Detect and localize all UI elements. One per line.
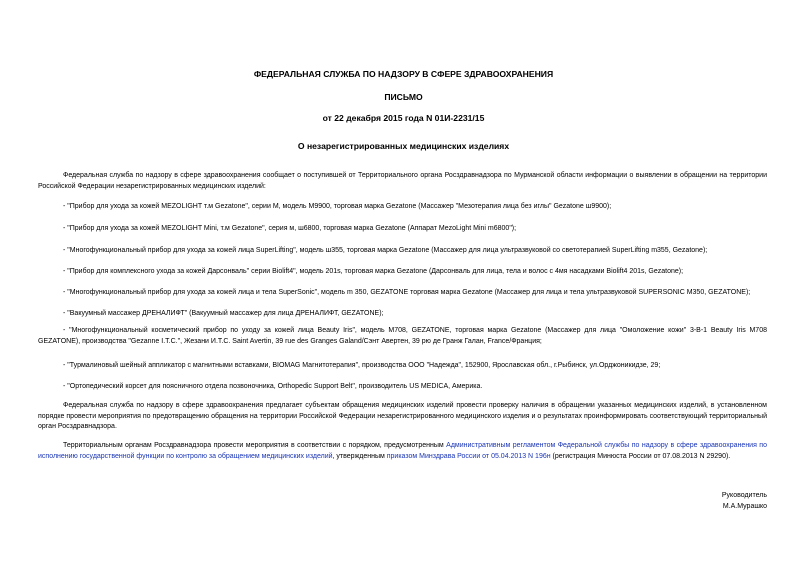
signature-title: Руководитель bbox=[721, 492, 767, 499]
list-item: - "Прибор для ухода за кожей MEZOLIGHT Mini, т.м Gezatone", серия м, ш6800, торговая марка Gezatone (Аппарат MezoLight Mini m6800"); bbox=[63, 225, 517, 232]
list-item bbox=[38, 326, 767, 347]
list-item: - "Прибор для комплексного ухода за кожей Дарсонваль" серии Biolift4", модель 201s, торговая марка Gezatone (Дарсонваль для лица, тела и волос с 4мя насадками Biolift4 201s, Gezatone); bbox=[63, 268, 684, 275]
list-item: - "Многофункциональный прибор для ухода за кожей лица и тела SuperSonic", модель m 350, GEZATONE торговая марка Gezatone (Массажер для лица и тела ультразвуковой SUPERSONIC M350, GEZATONE); bbox=[63, 289, 751, 296]
territorial-paragraph bbox=[38, 441, 767, 462]
agency-title: ФЕДЕРАЛЬНАЯ СЛУЖБА ПО НАДЗОРУ В СФЕРЕ ЗДРАВООХРАНЕНИЯ bbox=[253, 69, 554, 79]
actions-paragraph: Федеральная служба по надзору в сфере здравоохранения предлагает субъектам обращения медицинских изделий провести проверку наличия в обращении указанных медицинских изделий, в установленном порядке провести мероприятия по предотвращению обращения на территории Российской Федерации незарегистрированного медицинского изделия и о результатах проинформировать соответствующий территориальный орган Росздравнадзора. bbox=[38, 402, 767, 431]
territorial-text-part3: (регистрация Минюста России от 07.08.2013 N 29290). bbox=[550, 452, 731, 460]
list-item-line: - "Многофункциональный косметический прибор по уходу за кожей лица Beauty Iris", модель M708, GEZATONE, торговая марка Gezatone (Массажер для лица "Омоложение кожи" 3-В-1 Beauty Iris M708 bbox=[63, 327, 767, 334]
territorial-text-part2: , утвержденным bbox=[332, 452, 387, 460]
document-subject: О незарегистрированных медицинских изделиях bbox=[297, 141, 510, 151]
document-type: ПИСЬМО bbox=[384, 92, 423, 102]
document-date-number: от 22 декабря 2015 года N 01И-2231/15 bbox=[322, 113, 485, 123]
list-item: - "Турмалиновый шейный аппликатор с магнитными вставками, BIOMAG Магнитотерапия", производства ООО "Надежда", 152900, Ярославская обл., г.Рыбинск, ул.Орджоникидзе, 29; bbox=[63, 362, 661, 369]
list-item: - "Прибор для ухода за кожей MEZOLIGHT т.м Gezatone", серии М, модель M9900, торговая марка Gezatone (Массажер "Мезотерапия лица без иглы" Gezatone ш9900); bbox=[63, 203, 612, 210]
order-link[interactable]: приказом Минздрава России от 05.04.2013 N 196н bbox=[386, 452, 551, 460]
signature-name: М.А.Мурашко bbox=[722, 503, 767, 510]
intro-paragraph: Федеральная служба по надзору в сфере здравоохранения сообщает о поступившей от Территориального органа Росздравнадзора по Мурманской области информации о выявлении в обращении на территории Российской Федерации незарегистрированных медицинских изделий: bbox=[38, 172, 767, 190]
territorial-text-part1: Территориальным органам Росздравнадзора провести мероприятия в соответствии с порядком, предусмотренным bbox=[63, 442, 447, 449]
list-item: - "Ортопедический корсет для поясничного отдела позвоночника, Orthopedic Support Belt", производитель US MEDICA, Америка. bbox=[63, 383, 483, 390]
list-item-line: GEZATONE), производства "Gezanne I.T.C.", Жезани И.Т.С. Saint Avertin, 39 rue des Granges Galand/Сэнт Авертен, 39 рю де Гранж Галан, France/Франция; bbox=[38, 337, 542, 345]
list-item: - "Вакуумный массажер ДРЕНАЛИФТ" (Вакуумный массажер для лица ДРЕНАЛИФТ, GEZATONE); bbox=[63, 310, 384, 317]
regulation-link[interactable]: Административным регламентом Федеральной службы по надзору в сфере здравоохранения по исполнению государственной функции по контролю за обращением медицинских изделий bbox=[38, 442, 767, 460]
list-item: - "Многофункциональный прибор для ухода за кожей лица SuperLifting", модель ш355, торговая марка Gezatone (Массажер для лица ультразвуковой со светотерапией SuperLifting m355, Gezatone); bbox=[63, 247, 708, 254]
